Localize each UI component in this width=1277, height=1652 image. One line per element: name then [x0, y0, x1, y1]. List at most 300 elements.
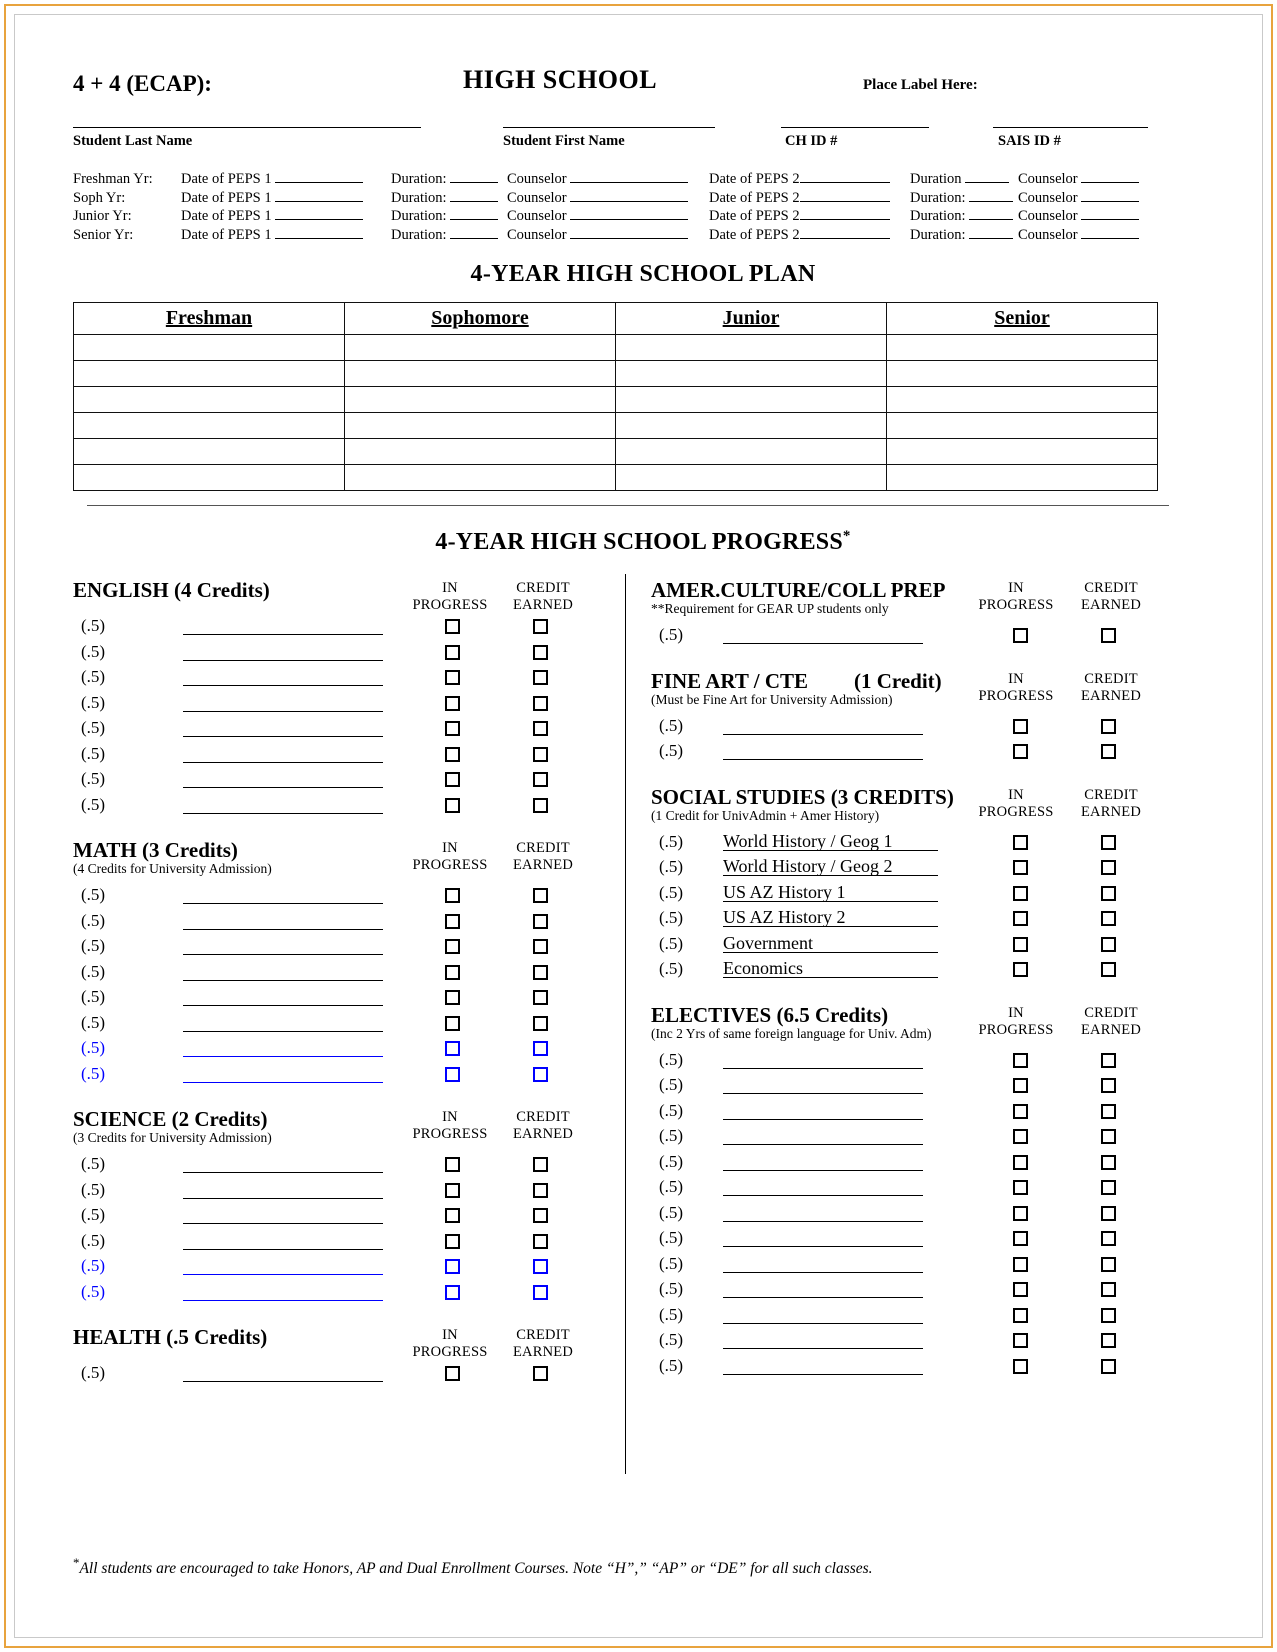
course-entry-row [73, 642, 621, 668]
peps-duration1-label[interactable]: Duration: [391, 190, 498, 207]
in-progress-checkbox[interactable] [1013, 860, 1028, 875]
credit-earned-checkbox[interactable] [533, 670, 548, 685]
plan-table-cell[interactable] [74, 361, 345, 387]
credit-earned-checkbox[interactable] [1101, 1359, 1116, 1374]
course-entry-row [73, 1231, 621, 1257]
credit-earned-line2: EARNED [1080, 803, 1141, 820]
credit-earned-checkbox[interactable] [1101, 1231, 1116, 1246]
peps-counselor1-label[interactable]: Counselor [507, 190, 688, 207]
course-entry-row [651, 1356, 1213, 1382]
credit-earned-checkbox[interactable] [533, 798, 548, 813]
credit-earned-line1: CREDIT [516, 1327, 570, 1343]
course-name-value: World History / Geog 2 [723, 856, 893, 876]
in-progress-checkbox[interactable] [445, 645, 460, 660]
in-progress-checkbox[interactable] [1013, 1333, 1028, 1348]
course-name-input[interactable] [183, 1381, 383, 1382]
course-name-input[interactable] [183, 903, 383, 904]
plan-column-header-label: Senior [994, 307, 1050, 329]
course-name-input[interactable] [183, 1172, 383, 1173]
progress-section [73, 1325, 621, 1407]
section-title: AMER.CULTURE/COLL PREP [651, 578, 946, 602]
credit-earned-column-header [493, 1327, 593, 1361]
credit-earned-checkbox[interactable] [533, 721, 548, 736]
course-entry-row [73, 1180, 621, 1206]
plan-table-cell[interactable] [887, 439, 1158, 465]
credit-value-label: (.5) [81, 1281, 106, 1301]
in-progress-checkbox[interactable] [445, 1016, 460, 1031]
section-entries [73, 616, 621, 820]
credit-earned-checkbox[interactable] [533, 1157, 548, 1172]
credit-earned-checkbox[interactable] [1101, 886, 1116, 901]
plan-table-cell[interactable] [74, 387, 345, 413]
credit-earned-checkbox[interactable] [1101, 1053, 1116, 1068]
in-progress-checkbox[interactable] [1013, 1308, 1028, 1323]
course-entry-row [73, 769, 621, 795]
in-progress-checkbox[interactable] [445, 1208, 460, 1223]
plan-table-cell[interactable] [887, 387, 1158, 413]
credit-earned-checkbox[interactable] [1101, 835, 1116, 850]
in-progress-checkbox[interactable] [445, 721, 460, 736]
peps-counselor2-label[interactable]: Counselor [1018, 208, 1139, 225]
in-progress-checkbox[interactable] [1013, 719, 1028, 734]
in-progress-checkbox[interactable] [445, 1157, 460, 1172]
course-entry-row [73, 744, 621, 770]
in-progress-checkbox[interactable] [1013, 1180, 1028, 1195]
credit-earned-checkbox[interactable] [533, 1067, 548, 1082]
credit-earned-line1: CREDIT [1084, 1004, 1138, 1021]
course-entry-row [73, 616, 621, 642]
peps-date1-label[interactable]: Date of PEPS 1 [181, 208, 363, 225]
credit-earned-checkbox[interactable] [1101, 1129, 1116, 1144]
plan-table-cell[interactable] [74, 439, 345, 465]
in-progress-checkbox[interactable] [1013, 628, 1028, 643]
peps-row [73, 190, 1213, 209]
credit-earned-column-header [1061, 787, 1161, 821]
credit-earned-checkbox[interactable] [1101, 1206, 1116, 1221]
course-entry-row [651, 1050, 1213, 1076]
course-name-input[interactable] [183, 1300, 383, 1301]
course-name-input[interactable] [183, 736, 383, 737]
credit-earned-line1: CREDIT [1084, 580, 1138, 596]
peps-duration2-label[interactable]: Duration: [910, 190, 1013, 207]
course-name-input[interactable] [183, 1031, 383, 1032]
peps-section [73, 171, 1213, 245]
credit-earned-checkbox[interactable] [1101, 1257, 1116, 1272]
credit-earned-checkbox[interactable] [1101, 719, 1116, 734]
credit-earned-checkbox[interactable] [533, 1183, 548, 1198]
credit-earned-checkbox[interactable] [1101, 860, 1116, 875]
student-last-name-input[interactable] [73, 127, 421, 128]
plan-table-cell[interactable] [616, 413, 887, 439]
footnote [73, 1555, 1203, 1578]
peps-duration2-label[interactable]: Duration: [910, 227, 1013, 244]
ch-id-input[interactable] [781, 127, 929, 128]
course-entry-row [651, 857, 1213, 883]
plan-table-cell[interactable] [345, 413, 616, 439]
section-spacer [73, 1307, 621, 1325]
course-name-input[interactable] [183, 1223, 383, 1224]
credit-value-label: (.5) [81, 667, 106, 686]
credit-value-label: (.5) [659, 1177, 684, 1196]
in-progress-line1: IN [1008, 670, 1024, 687]
in-progress-line1: IN [1008, 1004, 1024, 1021]
section-spacer [73, 820, 621, 838]
course-name-input[interactable] [183, 1249, 383, 1250]
credit-earned-column-header [1061, 580, 1161, 614]
course-name-input[interactable] [183, 954, 383, 955]
left-column [73, 578, 621, 1407]
in-progress-checkbox[interactable] [445, 798, 460, 813]
peps-counselor1-label[interactable]: Counselor [507, 171, 688, 188]
in-progress-checkbox[interactable] [1013, 1359, 1028, 1374]
credit-earned-checkbox[interactable] [533, 1259, 548, 1274]
credit-value-label: (.5) [659, 882, 684, 902]
course-name-input[interactable] [723, 1374, 923, 1375]
credit-value-label: (.5) [81, 885, 106, 904]
student-last-name-label: Student Last Name [73, 133, 193, 149]
credit-earned-checkbox[interactable] [533, 1234, 548, 1249]
in-progress-checkbox[interactable] [445, 696, 460, 711]
in-progress-line1: IN [442, 1109, 458, 1125]
in-progress-checkbox[interactable] [445, 747, 460, 762]
course-name-input[interactable] [723, 1144, 923, 1145]
in-progress-checkbox[interactable] [445, 965, 460, 980]
in-progress-checkbox[interactable] [445, 772, 460, 787]
course-name-input[interactable] [183, 1274, 383, 1275]
course-name-input[interactable] [183, 1198, 383, 1199]
peps-counselor1-label[interactable]: Counselor [507, 227, 688, 244]
credit-value-label: (.5) [659, 1355, 684, 1375]
in-progress-checkbox[interactable] [1013, 835, 1028, 850]
course-name-input[interactable] [723, 1272, 923, 1273]
in-progress-line1: IN [1008, 786, 1024, 803]
course-name-input[interactable] [723, 1221, 923, 1222]
section-header [73, 1325, 621, 1360]
plan-table-row [74, 413, 1158, 439]
in-progress-checkbox[interactable] [1013, 937, 1028, 952]
course-entry-row [651, 1177, 1213, 1203]
course-name-input[interactable] [183, 685, 383, 686]
course-name-input[interactable] [183, 762, 383, 763]
course-name-input[interactable] [183, 929, 383, 930]
course-entry-row [651, 908, 1213, 934]
student-first-name-input[interactable] [503, 127, 715, 128]
plan-table-cell[interactable] [345, 361, 616, 387]
in-progress-checkbox[interactable] [1013, 1282, 1028, 1297]
section-subtitle: **Requirement for GEAR UP students only [651, 601, 889, 616]
in-progress-checkbox[interactable] [445, 1285, 460, 1300]
course-name-input[interactable] [723, 759, 923, 760]
section-spacer [651, 985, 1213, 1003]
credit-earned-checkbox[interactable] [1101, 911, 1116, 926]
peps-date1-label[interactable]: Date of PEPS 1 [181, 227, 363, 244]
credit-earned-line2: EARNED [1080, 597, 1141, 613]
section-spacer [73, 1389, 621, 1407]
course-name-input[interactable] [723, 1068, 923, 1069]
in-progress-checkbox[interactable] [445, 1234, 460, 1249]
course-name-input[interactable] [723, 1297, 923, 1298]
plan-table-row [74, 465, 1158, 491]
in-progress-checkbox[interactable] [1013, 1231, 1028, 1246]
plan-column-header-label: Freshman [165, 307, 253, 329]
credit-earned-checkbox[interactable] [533, 645, 548, 660]
credit-value-label: (.5) [659, 831, 684, 851]
section-spacer [651, 651, 1213, 669]
plan-table-cell[interactable] [616, 465, 887, 491]
in-progress-checkbox[interactable] [445, 914, 460, 929]
course-entry-row [651, 883, 1213, 909]
course-name-input[interactable] [183, 634, 383, 635]
in-progress-line1: IN [1008, 580, 1024, 596]
in-progress-checkbox[interactable] [1013, 911, 1028, 926]
credit-earned-checkbox[interactable] [533, 696, 548, 711]
course-name-input[interactable] [183, 787, 383, 788]
peps-duration1-label[interactable]: Duration: [391, 171, 498, 188]
course-entry-row [651, 1075, 1213, 1101]
credit-earned-checkbox[interactable] [533, 914, 548, 929]
in-progress-checkbox[interactable] [445, 1041, 460, 1056]
peps-counselor2-label[interactable]: Counselor [1018, 171, 1139, 188]
plan-column-header-junior [616, 303, 887, 335]
credit-value-label: (.5) [81, 641, 106, 661]
credit-value-label: (.5) [659, 1049, 684, 1069]
credit-earned-checkbox[interactable] [533, 772, 548, 787]
in-progress-checkbox[interactable] [445, 990, 460, 1005]
ch-id-label: CH ID # [785, 133, 838, 149]
progress-section [73, 578, 621, 838]
in-progress-line2: PROGRESS [412, 857, 488, 873]
peps-date2-label[interactable]: Date of PEPS 2 [709, 227, 890, 244]
plan-table-cell[interactable] [74, 335, 345, 361]
course-name-input[interactable] [723, 1093, 923, 1094]
course-entry-row [651, 1254, 1213, 1280]
credit-value-label: (.5) [81, 1179, 106, 1199]
progress-section [73, 838, 621, 1107]
sais-id-input[interactable] [993, 127, 1148, 128]
peps-date2-label[interactable]: Date of PEPS 2 [709, 171, 890, 188]
progress-title-text: 4-YEAR HIGH SCHOOL PROGRESS [435, 529, 843, 555]
in-progress-column-header [969, 671, 1063, 705]
course-entry-row [651, 716, 1213, 742]
section-header [73, 838, 621, 877]
credit-earned-checkbox[interactable] [1101, 744, 1116, 759]
in-progress-checkbox[interactable] [1013, 886, 1028, 901]
peps-counselor1-label[interactable]: Counselor [507, 208, 688, 225]
course-entry-row [651, 1152, 1213, 1178]
in-progress-checkbox[interactable] [1013, 1206, 1028, 1221]
plan-table-cell[interactable] [616, 439, 887, 465]
credit-value-label: (.5) [81, 961, 106, 981]
credit-earned-column-header [1061, 1005, 1161, 1039]
plan-table-row [74, 361, 1158, 387]
course-entry-row [73, 1038, 621, 1064]
peps-date1-label[interactable]: Date of PEPS 1 [181, 190, 363, 207]
course-name-input[interactable] [723, 1195, 923, 1196]
plan-table-cell[interactable] [616, 387, 887, 413]
course-entry-row [651, 1203, 1213, 1229]
course-entry-row [73, 1205, 621, 1231]
section-spacer [73, 1089, 621, 1107]
plan-table-row [74, 439, 1158, 465]
credit-earned-checkbox[interactable] [1101, 1282, 1116, 1297]
section-subtitle: (3 Credits for University Admission) [73, 1130, 272, 1145]
course-name-input[interactable] [183, 1005, 383, 1006]
plan-table-cell[interactable] [616, 335, 887, 361]
course-name-value: US AZ History 1 [723, 881, 846, 902]
course-entry-row [651, 934, 1213, 960]
credit-earned-checkbox[interactable] [1101, 962, 1116, 977]
plan-table-cell[interactable] [345, 465, 616, 491]
credit-earned-checkbox[interactable] [533, 747, 548, 762]
credit-earned-checkbox[interactable] [533, 1285, 548, 1300]
in-progress-checkbox[interactable] [445, 1183, 460, 1198]
credit-value-label: (.5) [81, 1154, 106, 1173]
peps-duration1-label[interactable]: Duration: [391, 208, 498, 225]
credit-earned-checkbox[interactable] [533, 1041, 548, 1056]
progress-section [73, 1107, 621, 1325]
credit-value-label: (.5) [81, 1230, 106, 1250]
peps-counselor2-label[interactable]: Counselor [1018, 227, 1139, 244]
progress-section [651, 578, 1213, 669]
plan-table-cell[interactable] [74, 465, 345, 491]
in-progress-checkbox[interactable] [445, 1366, 460, 1381]
peps-date1-label[interactable]: Date of PEPS 1 [181, 171, 363, 188]
student-identity-fields [73, 115, 1213, 161]
credit-earned-checkbox[interactable] [533, 888, 548, 903]
section-entries [651, 832, 1213, 985]
credit-earned-line1: CREDIT [1084, 670, 1138, 687]
course-name-input[interactable] [183, 813, 383, 814]
course-name-input[interactable] [723, 1323, 923, 1324]
plan-title: 4-YEAR HIGH SCHOOL PLAN [470, 261, 816, 287]
course-name-input[interactable] [723, 643, 923, 644]
in-progress-checkbox[interactable] [1013, 1257, 1028, 1272]
progress-columns [73, 578, 1213, 1483]
in-progress-checkbox[interactable] [1013, 744, 1028, 759]
credit-earned-checkbox[interactable] [1101, 628, 1116, 643]
plan-table-row [74, 387, 1158, 413]
credit-earned-checkbox[interactable] [533, 939, 548, 954]
in-progress-checkbox[interactable] [1013, 1078, 1028, 1093]
credit-value-label: (.5) [81, 936, 106, 955]
section-title: FINE ART / CTE [651, 668, 808, 693]
in-progress-checkbox[interactable] [1013, 962, 1028, 977]
peps-duration1-label[interactable]: Duration: [391, 227, 498, 244]
section-title: ELECTIVES (6.5 Credits) [651, 1002, 889, 1027]
course-entry-row [73, 718, 621, 744]
credit-value-label: (.5) [81, 1256, 106, 1275]
in-progress-line2: PROGRESS [412, 1126, 488, 1142]
course-name-input[interactable] [183, 660, 383, 661]
peps-date2-label[interactable]: Date of PEPS 2 [709, 190, 890, 207]
course-entry-row [73, 693, 621, 719]
credit-value-label: (.5) [659, 1126, 684, 1145]
in-progress-checkbox[interactable] [445, 670, 460, 685]
course-name-input[interactable] [183, 1082, 383, 1083]
peps-date2-label[interactable]: Date of PEPS 2 [709, 208, 890, 225]
course-entry-row [73, 667, 621, 693]
plan-table-cell[interactable] [345, 335, 616, 361]
in-progress-column-header [969, 787, 1063, 821]
credit-earned-checkbox[interactable] [1101, 1155, 1116, 1170]
credit-earned-column-header [1061, 671, 1161, 705]
in-progress-line2: PROGRESS [412, 597, 488, 613]
peps-year-label: Freshman Yr: [73, 171, 153, 187]
course-name-input[interactable] [183, 711, 383, 712]
plan-table-cell[interactable] [887, 413, 1158, 439]
credit-earned-checkbox[interactable] [1101, 1078, 1116, 1093]
course-name-input[interactable] [723, 1348, 923, 1349]
credit-earned-checkbox[interactable] [533, 619, 548, 634]
course-name-input[interactable] [723, 1119, 923, 1120]
section-subtitle: (Inc 2 Yrs of same foreign language for Univ. Adm) [651, 1025, 932, 1041]
plan-table-row [74, 335, 1158, 361]
credit-earned-checkbox[interactable] [533, 1366, 548, 1381]
in-progress-checkbox[interactable] [1013, 1155, 1028, 1170]
credit-earned-checkbox[interactable] [1101, 1333, 1116, 1348]
in-progress-checkbox[interactable] [445, 1067, 460, 1082]
plan-table-cell[interactable] [887, 361, 1158, 387]
credit-earned-checkbox[interactable] [1101, 1104, 1116, 1119]
course-name-input[interactable] [723, 1246, 923, 1247]
course-entry-row [651, 1228, 1213, 1254]
course-name-input[interactable] [723, 734, 923, 735]
course-name-value: Economics [723, 958, 803, 978]
credit-earned-checkbox[interactable] [1101, 937, 1116, 952]
section-header [73, 1107, 621, 1146]
in-progress-checkbox[interactable] [1013, 1129, 1028, 1144]
course-entry-row [651, 959, 1213, 985]
in-progress-checkbox[interactable] [445, 939, 460, 954]
in-progress-column-header [403, 1109, 497, 1143]
plan-table-cell[interactable] [887, 465, 1158, 491]
progress-title [73, 528, 1213, 556]
in-progress-checkbox[interactable] [445, 619, 460, 634]
credit-earned-checkbox[interactable] [533, 1208, 548, 1223]
credit-earned-checkbox[interactable] [533, 1016, 548, 1031]
credit-earned-checkbox[interactable] [533, 965, 548, 980]
credit-earned-checkbox[interactable] [1101, 1180, 1116, 1195]
plan-table-header-row [74, 303, 1158, 335]
plan-table-cell[interactable] [887, 335, 1158, 361]
credit-value-label: (.5) [659, 1304, 684, 1324]
plan-table-cell[interactable] [74, 413, 345, 439]
in-progress-line2: PROGRESS [978, 687, 1054, 704]
credit-earned-checkbox[interactable] [533, 990, 548, 1005]
plan-table-cell[interactable] [345, 387, 616, 413]
progress-section [651, 1003, 1213, 1400]
course-name-input[interactable] [723, 1170, 923, 1171]
course-entry-row [651, 741, 1213, 767]
peps-duration2-label[interactable]: Duration [910, 171, 1009, 188]
in-progress-checkbox[interactable] [445, 1259, 460, 1274]
peps-duration2-label[interactable]: Duration: [910, 208, 1013, 225]
in-progress-checkbox[interactable] [1013, 1053, 1028, 1068]
peps-counselor2-label[interactable]: Counselor [1018, 190, 1139, 207]
in-progress-checkbox[interactable] [1013, 1104, 1028, 1119]
peps-row [73, 208, 1213, 227]
course-name-input[interactable] [183, 1056, 383, 1057]
course-name-input[interactable] [183, 980, 383, 981]
course-entry-row [73, 885, 621, 911]
credit-earned-checkbox[interactable] [1101, 1308, 1116, 1323]
credit-value-label: (.5) [81, 769, 106, 788]
credit-value-label: (.5) [81, 794, 106, 814]
plan-table-cell[interactable] [616, 361, 887, 387]
four-year-plan-table [73, 302, 1158, 491]
in-progress-checkbox[interactable] [445, 888, 460, 903]
plan-table-cell[interactable] [345, 439, 616, 465]
